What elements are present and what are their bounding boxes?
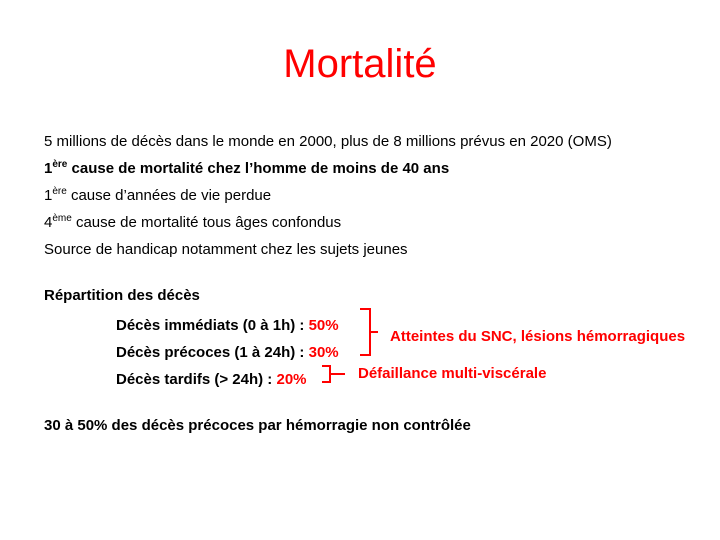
repartition-heading: Répartition des décès [44,287,200,304]
cause-snc-label: Atteintes du SNC, lésions hémorragiques [390,328,686,345]
repartition-value: 20% [276,371,307,388]
bracket-late [322,366,345,382]
repartition-value: 30% [308,344,339,361]
bullet-2: 1ère cause de mortalité chez l’homme de moins de 40 ans [44,159,450,177]
bullet-1: 5 millions de décès dans le monde en 2000, plus de 8 millions prévus en 2020 (OMS) [44,133,612,150]
conclusion-text: 30 à 50% des décès précoces par hémorragie non contrôlée [44,417,471,434]
bullet-3: 1ère cause d’années de vie perdue [44,186,272,204]
bullet-5: Source de handicap notamment chez les sujets jeunes [44,241,408,258]
slide-title: Mortalité [283,42,437,86]
repartition-item-late: Décès tardifs (> 24h) : 20% [116,371,307,388]
bracket-immediate-early [360,309,378,355]
bullet-4: 4ème cause de mortalité tous âges confondus [44,213,342,231]
repartition-item-immediate: Décès immédiats (0 à 1h) : 50% [116,317,339,334]
cause-multivisceral-label: Défaillance multi-viscérale [358,365,547,382]
repartition-item-early: Décès précoces (1 à 24h) : 30% [116,344,339,361]
repartition-value: 50% [308,317,339,334]
